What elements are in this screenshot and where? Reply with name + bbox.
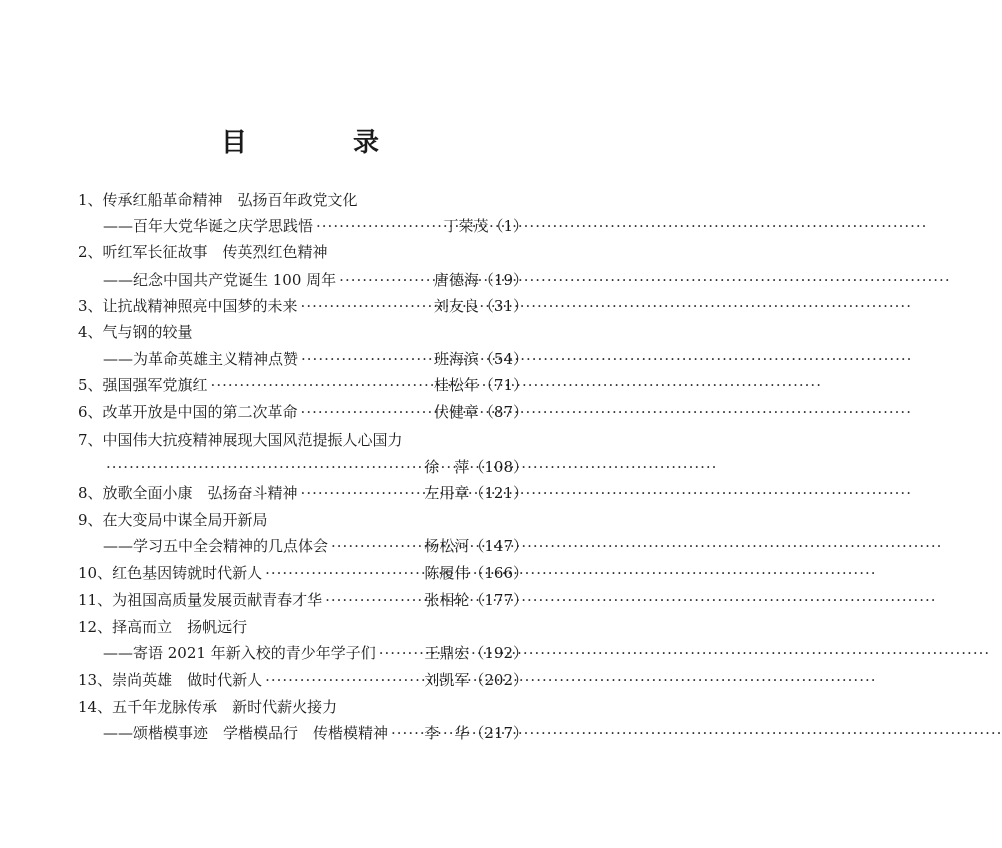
toc-entry-author: 张相轮 <box>424 591 470 609</box>
toc-entry[interactable] <box>78 590 528 610</box>
toc-leader-dots <box>325 590 421 610</box>
toc-entry-text: 10、红色基因铸就时代新人 <box>78 564 263 582</box>
toc-entry-author: 左用章 <box>424 484 470 502</box>
toc-entry-subtitle[interactable] <box>103 349 528 369</box>
toc-entry-text: 11、为祖国高质量发展贡献青春才华 <box>78 591 323 609</box>
toc-entry-subtitle[interactable] <box>103 216 528 236</box>
toc-entry-author: 伏健章 <box>433 403 479 421</box>
toc-entry-title[interactable] <box>78 697 528 717</box>
toc-entry[interactable] <box>78 670 528 690</box>
toc-leader-dots <box>339 270 431 290</box>
toc-entry-page: （202） <box>469 671 528 689</box>
toc-entry-text: ——为革命英雄主义精神点赞 <box>103 350 299 368</box>
toc-leader-dots <box>301 349 431 369</box>
toc-entry-page: （192） <box>469 644 528 662</box>
toc-leader-dots <box>301 483 422 503</box>
toc-entry-subtitle[interactable] <box>103 270 528 290</box>
page-title: 目 录 <box>220 128 419 158</box>
toc-entry-author: 杨松河 <box>424 537 470 555</box>
toc-entry-author: 唐德海 <box>433 271 479 289</box>
toc-entry-title[interactable] <box>78 617 528 637</box>
toc-entry[interactable] <box>78 563 528 583</box>
toc-leader-dots <box>301 402 431 422</box>
toc-entry-text: ——学习五中全会精神的几点体会 <box>103 537 329 555</box>
toc-entry-page: （177） <box>469 591 528 609</box>
toc-entry-page: （1） <box>488 217 528 235</box>
toc-leader-dots <box>211 375 431 395</box>
toc-entry-page: （121） <box>469 484 528 502</box>
toc-entry-page: （147） <box>469 537 528 555</box>
toc-entry-page: （31） <box>478 297 528 315</box>
toc-entry-title[interactable] <box>78 510 528 530</box>
toc-entry-text: 8、放歌全面小康 弘扬奋斗精神 <box>78 484 298 502</box>
toc-entry-continuation[interactable] <box>103 457 528 477</box>
toc-entry-subtitle[interactable] <box>103 723 528 743</box>
toc-entry-author: 刘友良 <box>433 297 479 315</box>
toc-entry-title[interactable] <box>78 190 528 210</box>
toc-entry-text: 12、择高而立 扬帆远行 <box>78 618 248 636</box>
toc-entry-author: 王鼎宏 <box>424 644 470 662</box>
toc-entry-author: 陈履伟 <box>424 564 470 582</box>
toc-entry-subtitle[interactable] <box>103 536 528 556</box>
toc-entry-text: 3、让抗战精神照亮中国梦的未来 <box>78 297 298 315</box>
toc-entry-text: 9、在大变局中谋全局开新局 <box>78 511 268 529</box>
toc-entry[interactable] <box>78 483 528 503</box>
toc-entry-title[interactable] <box>78 322 528 342</box>
toc-entry-text: ——百年大党华诞之庆学思践悟 <box>103 217 314 235</box>
toc-entry-text: 6、改革开放是中国的第二次革命 <box>78 403 298 421</box>
toc-leader-dots <box>265 670 421 690</box>
toc-entry-text: 1、传承红船革命精神 弘扬百年政党文化 <box>78 191 358 209</box>
toc-entry[interactable] <box>78 296 528 316</box>
toc-leader-dots <box>265 563 421 583</box>
toc-entry[interactable] <box>78 375 528 395</box>
toc-entry-page: （54） <box>478 350 528 368</box>
toc-entry-page: （217） <box>469 724 528 742</box>
toc-leader-dots <box>301 296 431 316</box>
toc-leader-dots <box>331 536 421 556</box>
toc-entry-title[interactable] <box>78 242 528 262</box>
toc-entry[interactable] <box>78 402 528 422</box>
toc-entry-text: 14、五千年龙脉传承 新时代薪火接力 <box>78 698 338 716</box>
toc-entry-page: （87） <box>478 403 528 421</box>
toc-entry-text: 2、听红军长征故事 传英烈红色精神 <box>78 243 328 261</box>
toc-entry-text: ——颂楷模事迹 学楷模品行 传楷模精神 <box>103 724 389 742</box>
toc-entry-page: （71） <box>478 376 528 394</box>
toc-entry-author: 李 华 <box>424 724 470 742</box>
toc-entry-text: ——纪念中国共产党诞生 100 周年 <box>103 271 337 289</box>
toc-entry-text: ——寄语 2021 年新入校的青少年学子们 <box>103 644 376 662</box>
toc-leader-dots <box>316 216 440 236</box>
toc-entry-page: （166） <box>469 564 528 582</box>
toc-entry-page: （19） <box>478 271 528 289</box>
toc-entry-subtitle[interactable] <box>103 643 528 663</box>
toc-entry-page: （108） <box>469 458 528 476</box>
toc-entry-author: 刘凯军 <box>424 671 470 689</box>
toc-entry-author: 徐 萍 <box>424 458 470 476</box>
toc-entry-title[interactable] <box>78 430 528 450</box>
toc-entry-author: 班海滨 <box>433 350 479 368</box>
toc-leader-dots <box>379 643 422 663</box>
toc-entry-author: 丁荣茂 <box>443 217 489 235</box>
toc-leader-dots <box>106 457 421 477</box>
toc-entry-author: 桂松年 <box>433 376 479 394</box>
toc-leader-dots <box>391 723 421 743</box>
toc-entry-text: 7、中国伟大抗疫精神展现大国风范提振人心国力 <box>78 431 403 449</box>
toc-entry-text: 5、强国强军党旗红 <box>78 376 208 394</box>
toc-entry-text: 4、气与钢的较量 <box>78 323 193 341</box>
toc-entry-text: 13、崇尚英雄 做时代新人 <box>78 671 263 689</box>
